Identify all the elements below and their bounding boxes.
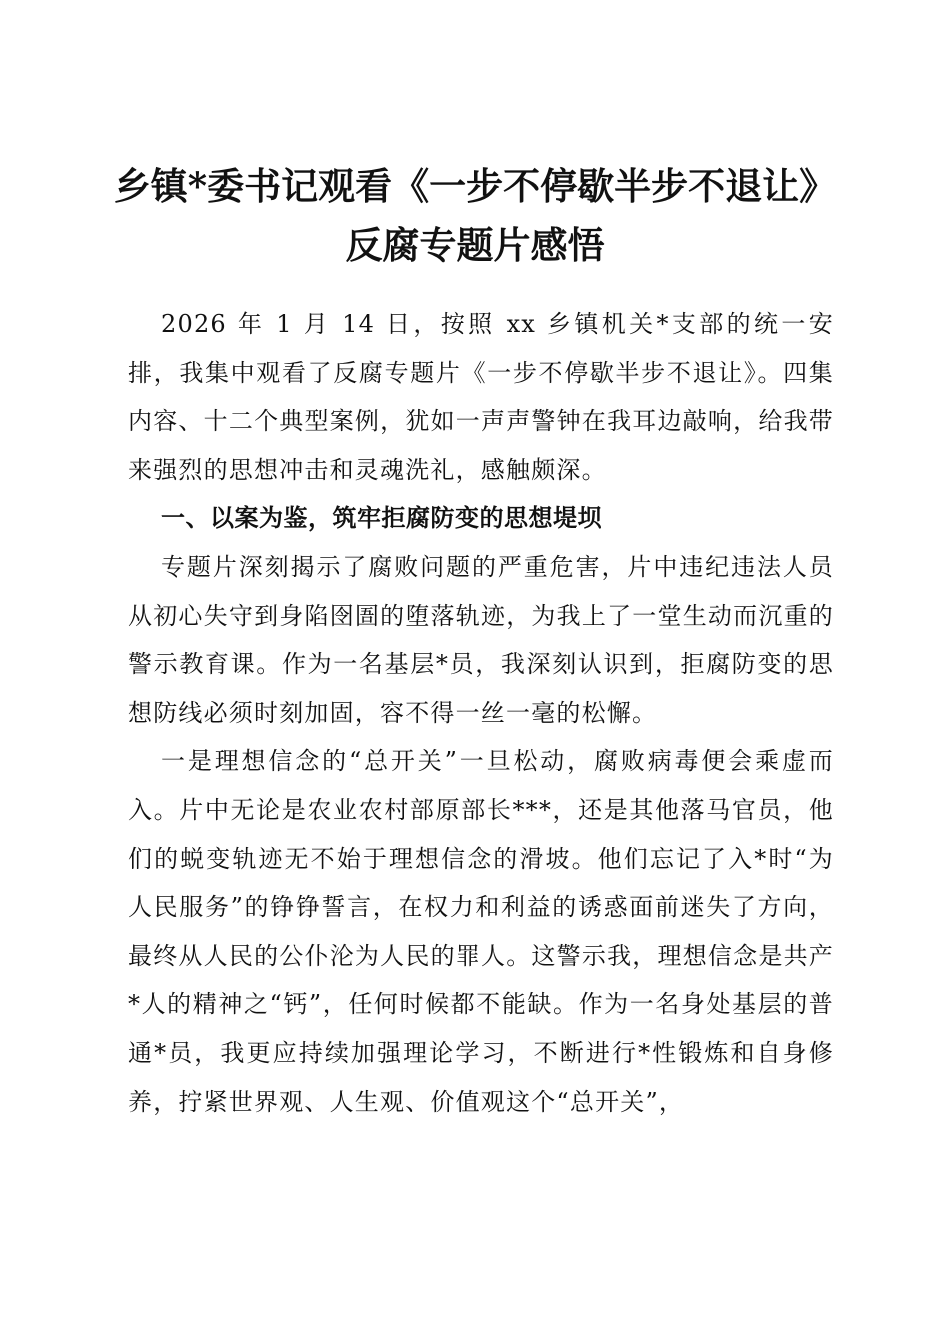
- section-1-paragraph-2: 一是理想信念的“总开关”一旦松动，腐败病毒便会乘虚而入。片中无论是农业农村部原部长***，还是其他落马官员，他们的蜕变轨迹无不始于理想信念的滑坡。他们忘记了入*时“为人民服务”的铮铮誓言，在权力和利益的诱惑面前迷失了方向，最终从人民的公仆沦为人民的罪人。这警示我，理想信念是共产*人的精神之“钙”，任何时候都不能缺。作为一名身处基层的普通*员，我更应持续加强理论学习，不断进行*性锻炼和自身修养，拧紧世界观、人生观、价值观这个“总开关”，: [128, 747, 834, 1116]
- section-heading-1: 一、以案为鉴，筑牢拒腐防变的思想堤坝: [161, 504, 602, 533]
- document-body: [128, 300, 834, 1126]
- section-1-paragraph-1: 专题片深刻揭示了腐败问题的严重危害，片中违纪违法人员从初心失守到身陷囹圄的堕落轨迹，为我上了一堂生动而沉重的警示教育课。作为一名基层*员，我深刻认识到，拒腐防变的思想防线必须时刻加固，容不得一丝一毫的松懈。: [128, 552, 834, 727]
- document-title-line-2: 反腐专题片感悟: [345, 223, 605, 267]
- intro-paragraph: 2026 年 1 月 14 日，按照 xx 乡镇机关*支部的统一安排，我集中观看了反腐专题片《一步不停歇半步不退让》。四集内容、十二个典型案例，犹如一声声警钟在我耳边敲响，给我带来强烈的思想冲击和灵魂洗礼，感触颇深。: [128, 310, 834, 484]
- document-title-line-1: 乡镇*委书记观看《一步不停歇半步不退让》: [113, 164, 837, 208]
